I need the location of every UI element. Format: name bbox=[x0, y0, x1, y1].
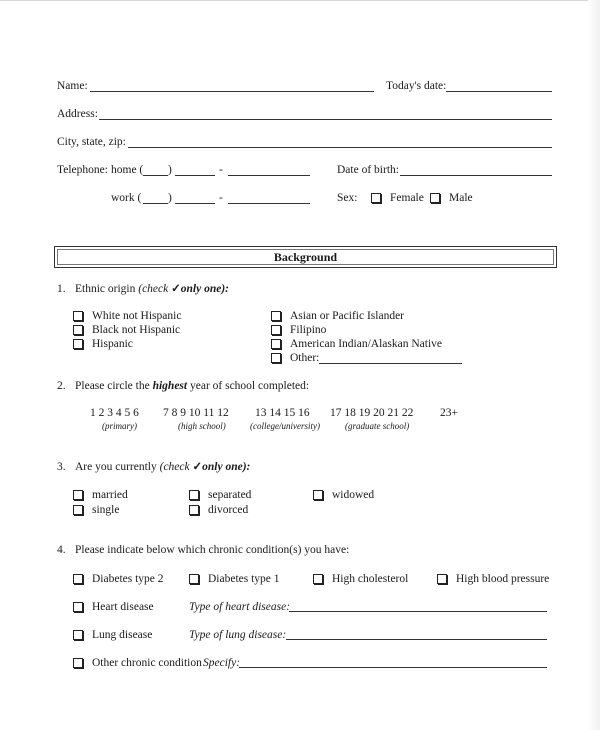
checkbox-icon[interactable] bbox=[371, 193, 381, 203]
high-school-label: (high school) bbox=[178, 421, 226, 431]
work-area-code-field[interactable] bbox=[143, 203, 168, 204]
ethnic-american-indian[interactable]: American Indian/Alaskan Native bbox=[271, 337, 442, 351]
checkbox-icon[interactable] bbox=[430, 193, 440, 203]
condition-diabetes-type-2[interactable]: Diabetes type 2 bbox=[73, 572, 164, 586]
condition-heart-disease[interactable]: Heart disease bbox=[73, 600, 154, 614]
checkbox-icon[interactable] bbox=[189, 490, 199, 500]
other-chronic-prompt: Specify: bbox=[203, 657, 241, 669]
work-number-field[interactable] bbox=[228, 203, 310, 204]
school-years-graduate[interactable]: 17 18 19 20 21 22 bbox=[330, 407, 414, 419]
home-phone-label: home ( bbox=[111, 164, 144, 176]
checkbox-icon[interactable] bbox=[73, 505, 83, 515]
checkbox-icon[interactable] bbox=[313, 574, 323, 584]
checkbox-icon[interactable] bbox=[73, 490, 83, 500]
checkbox-icon[interactable] bbox=[271, 311, 281, 321]
primary-label: (primary) bbox=[102, 421, 137, 431]
date-of-birth-field[interactable] bbox=[400, 175, 552, 176]
checkbox-icon[interactable] bbox=[73, 630, 83, 640]
todays-date-label: Today's date: bbox=[386, 80, 447, 92]
sex-label: Sex: bbox=[337, 192, 358, 204]
q3-number: 3. bbox=[57, 461, 66, 473]
section-title: Background bbox=[273, 250, 338, 264]
checkbox-icon[interactable] bbox=[313, 490, 323, 500]
work-phone-label: work ( bbox=[111, 192, 142, 204]
ethnic-filipino[interactable]: Filipino bbox=[271, 323, 326, 337]
q2-number: 2. bbox=[57, 380, 66, 392]
checkmark-icon: ✓ bbox=[192, 461, 203, 473]
checkbox-icon[interactable] bbox=[73, 339, 83, 349]
college-label: (college/university) bbox=[250, 421, 320, 431]
ethnic-black-not-hispanic[interactable]: Black not Hispanic bbox=[73, 323, 180, 337]
checkbox-icon[interactable] bbox=[73, 325, 83, 335]
ethnic-white-not-hispanic[interactable]: White not Hispanic bbox=[73, 309, 181, 323]
q1-question: Ethnic origin (check ✓only one): bbox=[75, 283, 229, 295]
q4-number: 4. bbox=[57, 544, 66, 556]
status-married[interactable]: married bbox=[73, 488, 128, 502]
school-years-primary[interactable]: 1 2 3 4 5 6 bbox=[90, 407, 139, 419]
condition-high-cholesterol[interactable]: High cholesterol bbox=[313, 572, 408, 586]
checkbox-icon[interactable] bbox=[271, 353, 281, 363]
name-label: Name: bbox=[57, 80, 88, 92]
city-state-zip-field[interactable] bbox=[128, 147, 552, 148]
condition-other-chronic[interactable]: Other chronic condition bbox=[73, 656, 202, 670]
home-number-field[interactable] bbox=[228, 175, 310, 176]
q4-question: Please indicate below which chronic condition(s) you have: bbox=[75, 544, 350, 556]
other-chronic-specify-field[interactable] bbox=[239, 667, 547, 668]
address-label: Address: bbox=[57, 108, 98, 120]
female-option[interactable]: Female bbox=[371, 191, 424, 205]
todays-date-field[interactable] bbox=[446, 91, 552, 92]
checkbox-icon[interactable] bbox=[189, 505, 199, 515]
checkmark-icon: ✓ bbox=[171, 283, 181, 295]
checkbox-icon[interactable] bbox=[73, 574, 83, 584]
status-divorced[interactable]: divorced bbox=[189, 503, 248, 517]
q1-number: 1. bbox=[57, 283, 66, 295]
checkbox-icon[interactable] bbox=[271, 339, 281, 349]
checkbox-icon[interactable] bbox=[73, 602, 83, 612]
status-single[interactable]: single bbox=[73, 503, 119, 517]
school-years-23-plus[interactable]: 23+ bbox=[440, 407, 458, 419]
q3-question: Are you currently (check ✓only one): bbox=[75, 461, 251, 473]
school-years-high-school[interactable]: 7 8 9 10 11 12 bbox=[163, 407, 229, 419]
q2-question: Please circle the highest year of school completed: bbox=[75, 380, 310, 392]
condition-diabetes-type-1[interactable]: Diabetes type 1 bbox=[189, 572, 280, 586]
page-top-edge bbox=[0, 0, 600, 1]
checkbox-icon[interactable] bbox=[73, 658, 83, 668]
lung-disease-prompt: Type of lung disease: bbox=[189, 629, 287, 641]
heart-disease-type-field[interactable] bbox=[289, 611, 547, 612]
city-state-zip-label: City, state, zip: bbox=[57, 136, 126, 148]
home-prefix-field[interactable] bbox=[175, 175, 215, 176]
ethnic-other[interactable]: Other: bbox=[271, 351, 319, 365]
page-right-shadow bbox=[588, 0, 600, 730]
address-field[interactable] bbox=[99, 119, 552, 120]
home-area-code-field[interactable] bbox=[143, 175, 168, 176]
condition-high-blood-pressure[interactable]: High blood pressure bbox=[437, 572, 549, 586]
ethnic-other-field[interactable] bbox=[319, 363, 462, 364]
home-dash: - bbox=[219, 164, 223, 176]
checkbox-icon[interactable] bbox=[437, 574, 447, 584]
checkbox-icon[interactable] bbox=[189, 574, 199, 584]
date-of-birth-label: Date of birth: bbox=[337, 164, 399, 176]
checkbox-icon[interactable] bbox=[271, 325, 281, 335]
ethnic-hispanic[interactable]: Hispanic bbox=[73, 337, 133, 351]
name-field[interactable] bbox=[90, 91, 374, 92]
work-prefix-field[interactable] bbox=[175, 203, 215, 204]
ethnic-asian-pacific[interactable]: Asian or Pacific Islander bbox=[271, 309, 404, 323]
lung-disease-type-field[interactable] bbox=[286, 639, 547, 640]
status-separated[interactable]: separated bbox=[189, 488, 251, 502]
status-widowed[interactable]: widowed bbox=[313, 488, 374, 502]
heart-disease-prompt: Type of heart disease: bbox=[189, 601, 291, 613]
male-option[interactable]: Male bbox=[430, 191, 473, 205]
background-section-header bbox=[54, 246, 557, 268]
work-paren-close: ) bbox=[168, 192, 172, 204]
work-dash: - bbox=[219, 192, 223, 204]
graduate-school-label: (graduate school) bbox=[345, 421, 410, 431]
condition-lung-disease[interactable]: Lung disease bbox=[73, 628, 152, 642]
checkbox-icon[interactable] bbox=[73, 311, 83, 321]
home-paren-close: ) bbox=[168, 164, 172, 176]
school-years-college[interactable]: 13 14 15 16 bbox=[255, 407, 310, 419]
telephone-label: Telephone: bbox=[57, 164, 108, 176]
